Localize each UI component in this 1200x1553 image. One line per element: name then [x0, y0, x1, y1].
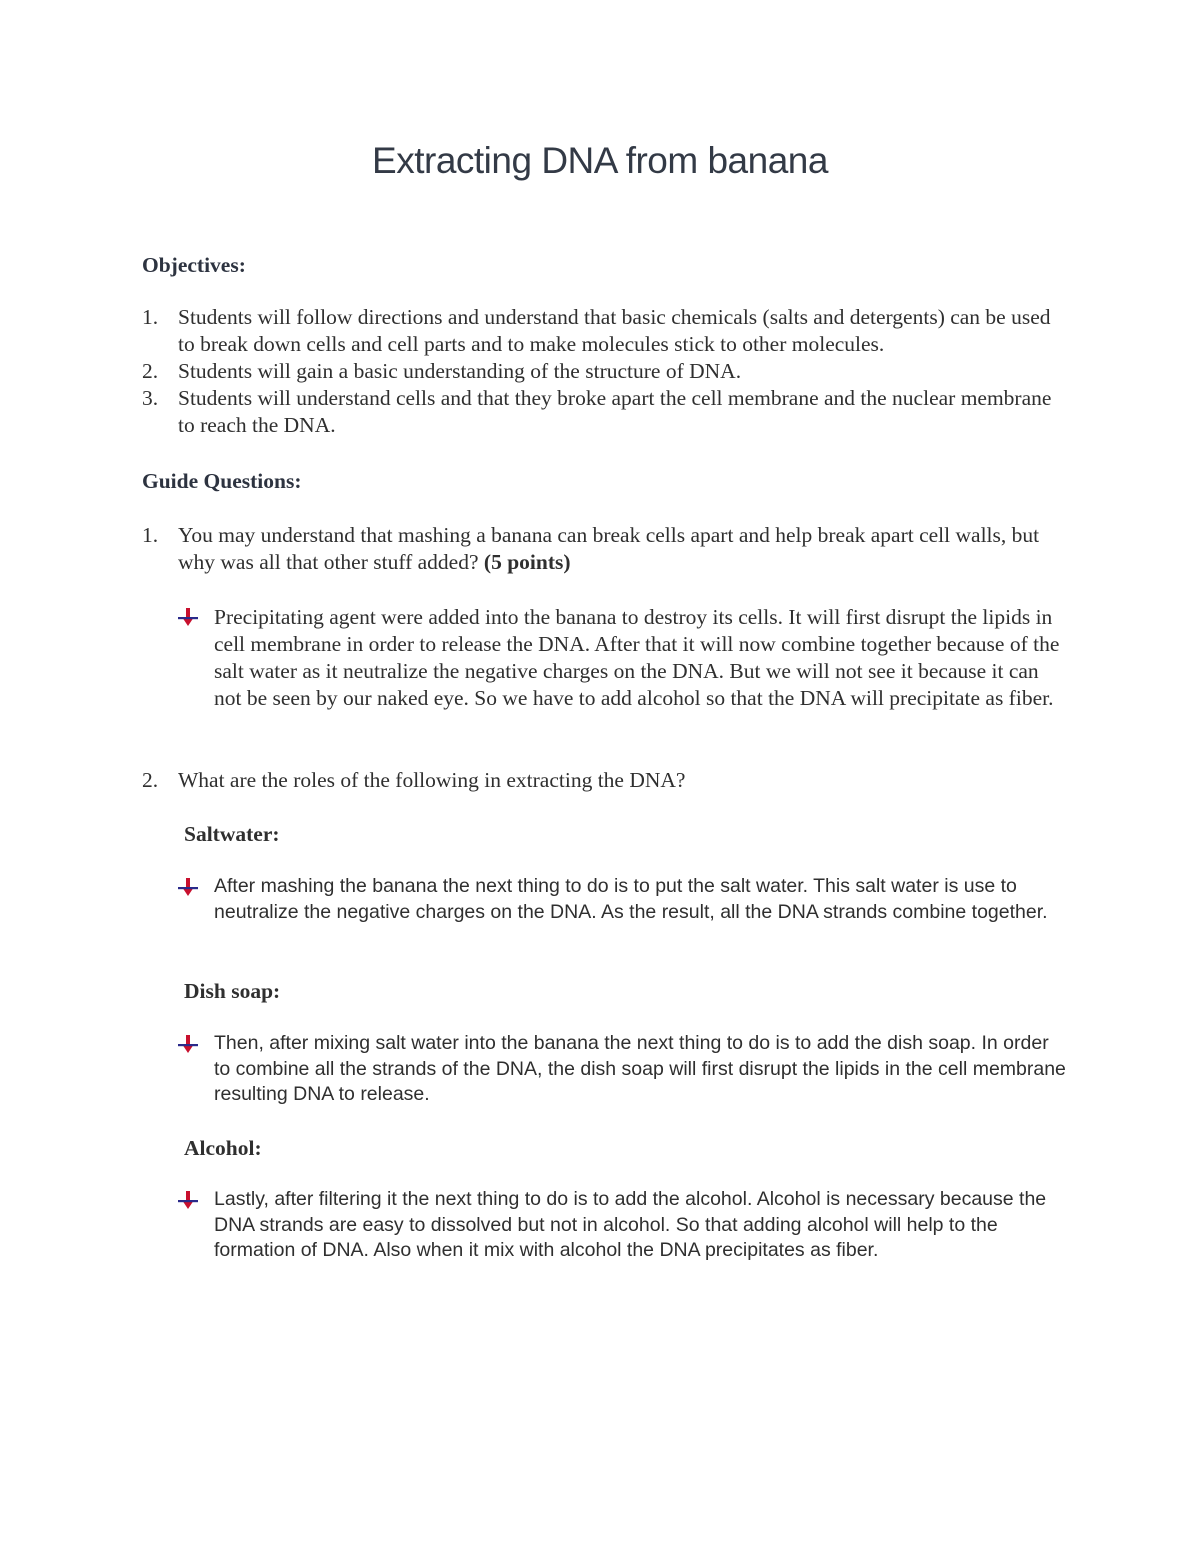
question-2	[142, 767, 1072, 794]
objective-item	[142, 358, 1072, 385]
objective-text: Students will follow directions and understand that basic chemicals (salts and detergents) can be used to break down cells and cell parts and to make molecules stick to other molecules.	[178, 305, 1051, 356]
saltwater-answer	[178, 874, 1068, 925]
answer-text: Precipitating agent were added into the banana to destroy its cells. It will first disrupt the lipids in cell membrane in order to release the DNA. After that it will now combine together because of the salt water as it neutralize the negative charges on the DNA. But we will not see it because it can not be seen by our naked eye. So we have to add alcohol so that the DNA will precipitate as fiber.	[214, 605, 1060, 710]
list-number: 1.	[142, 523, 159, 547]
answer-text: Lastly, after filtering it the next thing to do is to add the alcohol. Alcohol is necessary because the DNA strands are easy to dissolved but not in alcohol. So that adding alcohol will help to the formation of DNA. Also when it mix with alcohol the DNA precipitates as fiber.	[214, 1188, 1047, 1261]
dish-soap-answer	[178, 1031, 1068, 1108]
arrow-bullet-icon	[178, 877, 198, 897]
question-1	[142, 522, 1072, 576]
arrow-bullet-icon	[178, 1190, 198, 1210]
page-title: Extracting DNA from banana	[372, 140, 828, 181]
objective-text: Students will understand cells and that they broke apart the cell membrane and the nuclear membrane to reach the DNA.	[178, 386, 1052, 437]
objectives-list	[142, 304, 1072, 439]
alcohol-answer	[178, 1187, 1068, 1264]
question-text: You may understand that mashing a banana can break cells apart and help break apart cell walls, but why was all that other stuff added?	[178, 523, 1040, 574]
dish-soap-heading: Dish soap:	[184, 979, 281, 1003]
question-item	[142, 767, 1072, 794]
question-text: What are the roles of the following in extracting the DNA?	[178, 768, 686, 792]
points-label: (5 points)	[483, 550, 571, 574]
guide-questions-heading: Guide Questions:	[142, 469, 302, 493]
question-item	[142, 522, 1072, 576]
objective-item	[142, 304, 1072, 358]
alcohol-heading: Alcohol:	[184, 1136, 262, 1160]
answer-1	[178, 604, 1068, 712]
list-number: 1.	[142, 305, 159, 329]
objective-text: Students will gain a basic understanding of the structure of DNA.	[178, 359, 742, 383]
list-number: 2.	[142, 359, 159, 383]
arrow-bullet-icon	[178, 1034, 198, 1054]
list-number: 3.	[142, 386, 159, 410]
list-number: 2.	[142, 768, 159, 792]
arrow-bullet-icon	[178, 607, 198, 627]
saltwater-heading: Saltwater:	[184, 822, 280, 846]
objective-item	[142, 385, 1072, 439]
answer-text: After mashing the banana the next thing to do is to put the salt water. This salt water is use to neutralize the negative charges on the DNA. As the result, all the DNA strands combine together.	[214, 875, 1048, 923]
answer-text: Then, after mixing salt water into the banana the next thing to do is to add the dish soap. In order to combine all the strands of the DNA, the dish soap will first disrupt the lipids in the cell membrane resulting DNA to release.	[214, 1032, 1066, 1105]
objectives-heading: Objectives:	[142, 253, 246, 277]
